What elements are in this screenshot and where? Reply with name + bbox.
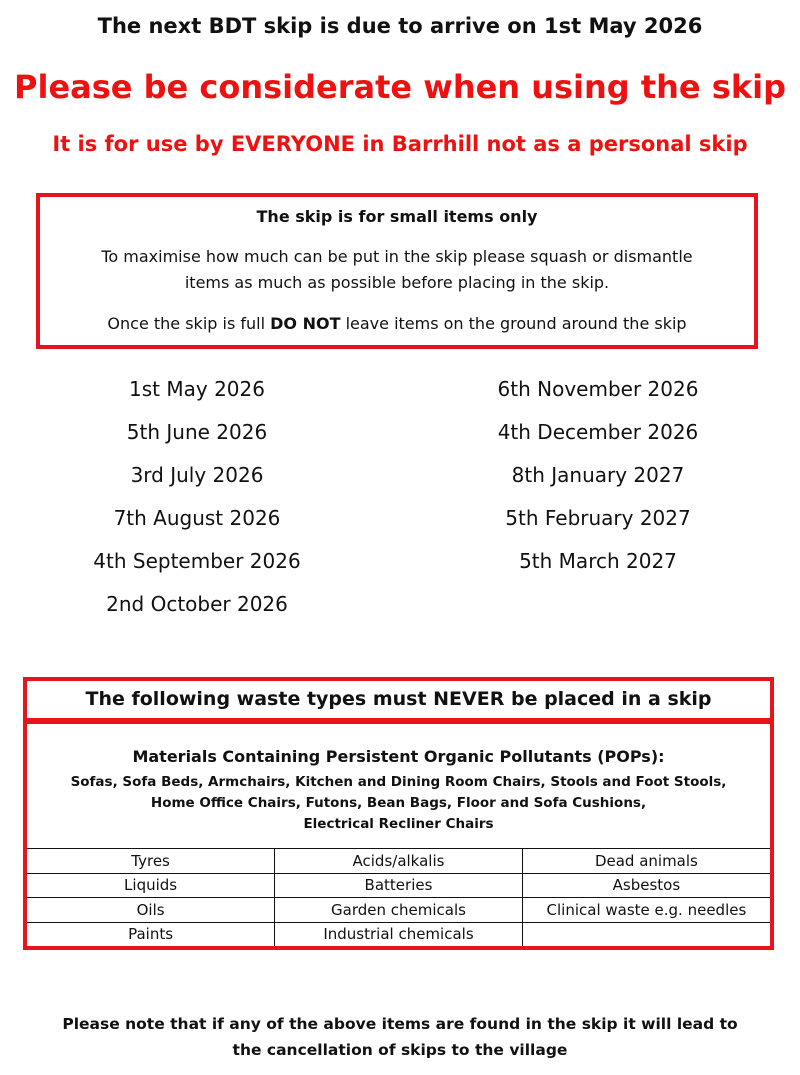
banned-waste-header: The following waste types must NEVER be placed in a skip (23, 677, 774, 722)
table-row (27, 849, 770, 874)
pops-list (27, 772, 770, 835)
info-box-title: The skip is for small items only (256, 207, 538, 226)
info-line-3-emphasis: DO NOT (270, 314, 341, 333)
pops-line: Electrical Recliner Chairs (303, 816, 494, 832)
next-arrival-notice: The next BDT skip is due to arrive on 1st May 2026 (97, 14, 703, 38)
info-box-line-1: To maximise how much can be put in the skip please squash or dismantle (101, 247, 693, 266)
pops-title: Materials Containing Persistent Organic Pollutants (POPs): (132, 747, 665, 766)
table-row (27, 898, 770, 923)
date-item: 8th January 2027 (511, 463, 685, 487)
table-cell: Industrial chemicals (275, 922, 523, 946)
pops-line: Home Office Chairs, Futons, Bean Bags, Floor and Sofa Cushions, (150, 795, 647, 811)
table-row (27, 873, 770, 898)
date-item: 5th February 2027 (505, 506, 691, 530)
info-line-3-suffix: leave items on the ground around the skip (340, 314, 687, 333)
table-cell: Tyres (27, 849, 275, 874)
date-item: 5th March 2027 (519, 549, 677, 573)
table-cell: Garden chemicals (275, 898, 523, 923)
table-cell: Clinical waste e.g. needles (522, 898, 770, 923)
dates-column-right (448, 376, 748, 591)
table-cell: Asbestos (522, 873, 770, 898)
page-headline: Please be considerate when using the skip (14, 68, 786, 106)
table-cell: Paints (27, 922, 275, 946)
date-item: 2nd October 2026 (106, 592, 288, 616)
info-box-line-2: items as much as possible before placing in the skip. (184, 273, 610, 292)
table-row (27, 922, 770, 946)
date-item: 3rd July 2026 (130, 463, 264, 487)
info-line-3-prefix: Once the skip is full (107, 314, 271, 333)
table-cell: Acids/alkalis (275, 849, 523, 874)
small-items-info-box (36, 193, 758, 349)
date-item: 5th June 2026 (126, 420, 268, 444)
date-item: 4th September 2026 (93, 549, 301, 573)
table-cell: Batteries (275, 873, 523, 898)
info-box-line-3 (40, 314, 754, 333)
banned-waste-box (23, 720, 774, 950)
date-item: 7th August 2026 (113, 506, 281, 530)
footer-line-1: Please note that if any of the above items are found in the skip it will lead to (62, 1015, 738, 1033)
footer-note (0, 1011, 800, 1063)
table-cell (522, 922, 770, 946)
table-cell: Oils (27, 898, 275, 923)
table-cell: Liquids (27, 873, 275, 898)
footer-line-2: the cancellation of skips to the village (232, 1041, 568, 1059)
page-subheadline: It is for use by EVERYONE in Barrhill not as a personal skip (52, 132, 748, 156)
date-item: 1st May 2026 (129, 377, 265, 401)
dates-column-left (47, 376, 347, 634)
table-cell: Dead animals (522, 849, 770, 874)
banned-waste-table (27, 848, 770, 946)
pops-line: Sofas, Sofa Beds, Armchairs, Kitchen and Dining Room Chairs, Stools and Foot Stools, (70, 774, 727, 790)
date-item: 6th November 2026 (497, 377, 699, 401)
date-item: 4th December 2026 (497, 420, 699, 444)
